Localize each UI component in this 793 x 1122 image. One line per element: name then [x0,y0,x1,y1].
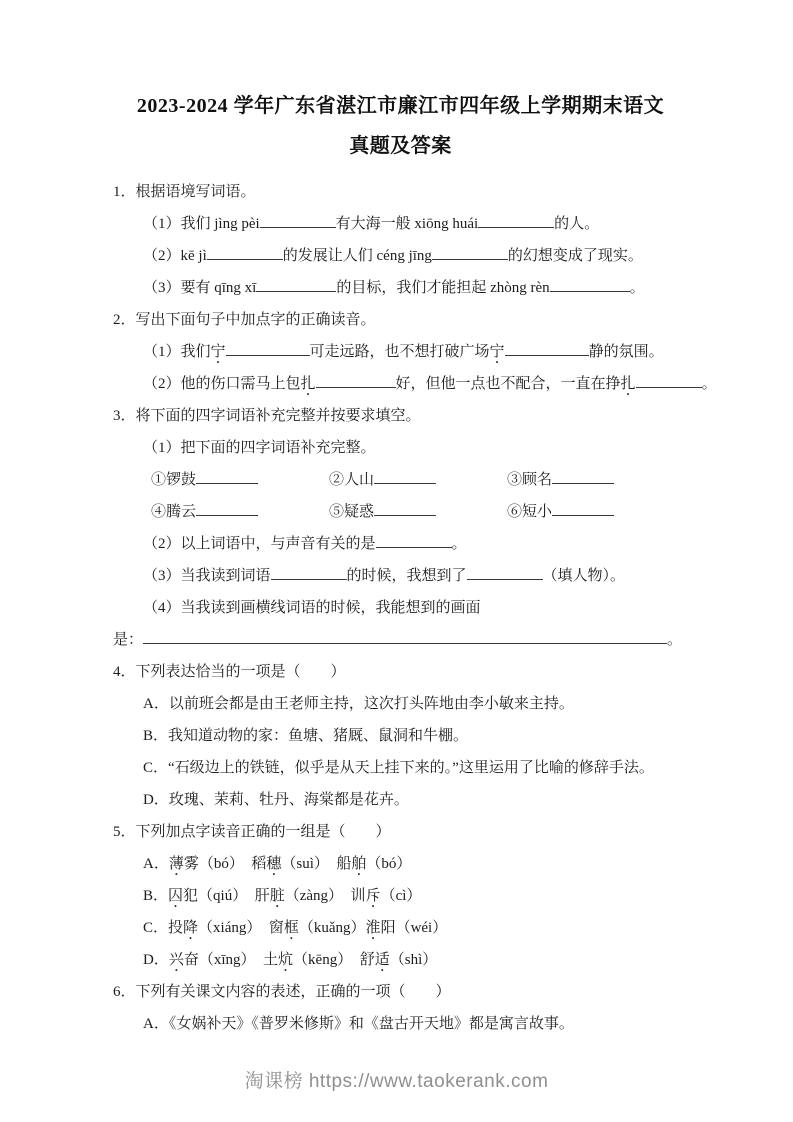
emphasis-dotted-char: 降 [183,920,199,936]
text-segment: D． [143,952,169,968]
blank-underline [143,629,667,644]
blank-underline [196,501,258,516]
emphasis-dotted-char: 扎 [620,376,636,392]
blank-underline [376,533,452,548]
document-line [113,1008,688,1040]
blank-underline [260,213,336,228]
text-segment: 好，但他一点也不配合，一直在挣 [395,376,621,392]
blank-underline [550,277,630,292]
blank-underline [196,469,258,484]
blank-underline [256,277,336,292]
emphasis-dotted-char: 适 [374,952,390,968]
document-line [113,656,688,688]
text-segment: （2）kē jì [143,248,207,264]
word-completion-item [507,496,614,528]
text-segment: B． [143,888,169,904]
text-segment: （zàng） 训 [284,888,366,904]
document-line [113,304,688,336]
document-line [113,976,688,1008]
blank-underline [432,245,508,260]
text-segment: D．玫瑰、茉莉、牡丹、海棠都是花卉。 [143,792,409,808]
text-segment: A．以前班会都是由王老师主持，这次打头阵地由李小敏来主持。 [143,696,574,712]
text-segment: 。 [451,536,467,552]
text-segment: （3）要有 qīng xī [143,280,257,296]
document-title-line2: 真题及答案 [349,135,452,157]
document-line [113,368,717,400]
word-completion-item [507,464,614,496]
blank-underline [374,469,436,484]
emphasis-dotted-char: 兴 [168,952,184,968]
text-segment: 2．写出下面句子中加点字的正确读音。 [113,312,376,328]
word-completion-item [329,496,507,528]
document-body [113,176,717,1040]
blank-underline [226,341,310,356]
text-segment: （suì） 船 [281,856,352,872]
text-segment: A． [143,856,169,872]
text-segment: ⑥短小 [507,504,553,520]
blank-underline [374,501,436,516]
document-line [113,592,688,624]
text-segment: C．“石级边上的铁链，似乎是从天上挂下来的。”这里运用了比喻的修辞手法。 [143,760,654,776]
document-line [113,880,688,912]
word-completion-row [113,464,688,496]
text-segment: （kēng） 舒 [293,952,375,968]
word-completion-item [329,464,507,496]
blank-underline [207,245,283,260]
blank-underline [552,501,614,516]
text-segment: 5．下列加点字读音正确的一组是（ ） [113,824,391,840]
text-segment: 6．下列有关课文内容的表述，正确的一项（ ） [113,984,451,1000]
emphasis-dotted-char: 斥 [365,888,381,904]
emphasis-dotted-char: 穗 [266,856,282,872]
text-segment: （kuǎng） [298,920,366,936]
text-segment: 的时候，我想到了 [346,568,467,584]
text-segment: （xiáng） 窗 [198,920,284,936]
document-line [113,240,688,272]
text-segment: （填人物）。 [542,568,626,584]
text-segment: ②人山 [329,472,375,488]
document-line [113,208,688,240]
text-segment: 犯（qiú） 肝 [183,888,270,904]
text-segment: 可走远路，也不想打破广场 [309,344,490,360]
text-segment: 阳（wéi） [380,920,448,936]
text-segment: （4）当我读到画横线词语的时候，我能想到的画面 [143,600,481,616]
watermark-footer: 淘课榜 https://www.taokerank.com [244,1071,549,1092]
emphasis-dotted-char: 炕 [278,952,294,968]
word-completion-row [113,496,688,528]
document-line [113,688,688,720]
word-completion-item [151,464,329,496]
text-segment: 1．根据语境写词语。 [113,184,256,200]
document-line [113,560,688,592]
text-segment: （1）我们 jìng pèi [143,216,260,232]
document-line [113,816,688,848]
text-segment: 的目标，我们才能担起 zhòng rèn [336,280,550,296]
word-completion-item [151,496,329,528]
text-segment: （1）我们 [143,344,211,360]
text-segment: 有大海一般 xiōng huái [335,216,479,232]
blank-underline [271,565,347,580]
text-segment: A．《女娲补天》《普罗米修斯》和《盘古开天地》都是寓言故事。 [143,1016,574,1032]
text-segment: 4．下列表达恰当的一项是（ ） [113,664,346,680]
document-line [113,944,688,976]
emphasis-dotted-char: 脏 [269,888,285,904]
document-content [113,86,717,1040]
text-segment: （shì） [389,952,438,968]
document-line [113,720,688,752]
blank-underline [636,373,702,388]
emphasis-dotted-char: 框 [283,920,299,936]
blank-underline [316,373,396,388]
blank-underline [505,341,589,356]
blank-underline [478,213,554,228]
text-segment: 雾（bó） 稻 [183,856,267,872]
text-segment: 是： [113,632,144,648]
text-segment: ⑤疑惑 [329,504,375,520]
document-line [113,432,688,464]
document-line [113,272,688,304]
text-segment: （bó） [366,856,412,872]
emphasis-dotted-char: 扎 [300,376,316,392]
text-segment: 。 [629,280,645,296]
text-segment: 的人。 [554,216,600,232]
emphasis-dotted-char: 薄 [168,856,184,872]
document-line [113,912,688,944]
document-line [113,528,688,560]
text-segment: 的幻想变成了现实。 [507,248,643,264]
text-segment: （2）以上词语中，与声音有关的是 [143,536,376,552]
document-line [113,400,688,432]
text-segment: 静的氛围。 [588,344,664,360]
text-segment: 。 [667,632,683,648]
document-title-line1: 2023-2024 学年广东省湛江市廉江市四年级上学期期末语文 [136,95,665,117]
emphasis-dotted-char: 宁 [489,344,505,360]
document-line [113,752,688,784]
emphasis-dotted-char: 舶 [351,856,367,872]
document-line [113,848,688,880]
text-segment: ①锣鼓 [151,472,197,488]
text-segment: 3．将下面的四字词语补充完整并按要求填空。 [113,408,421,424]
text-segment: 的发展让人们 céng jīng [282,248,432,264]
text-segment: C．投 [143,920,184,936]
text-segment: ④腾云 [151,504,197,520]
text-segment: 奋（xīng） 土 [183,952,279,968]
document-line [113,176,688,208]
document-line [113,336,688,368]
text-segment: 。 [701,376,717,392]
emphasis-dotted-char: 宁 [210,344,226,360]
document-line [113,784,688,816]
text-segment: ③顾名 [507,472,553,488]
text-segment: （cì） [380,888,422,904]
emphasis-dotted-char: 淮 [365,920,381,936]
blank-underline [467,565,543,580]
text-segment: （3）当我读到词语 [143,568,271,584]
document-line [113,624,688,656]
blank-underline [552,469,614,484]
text-segment: B．我知道动物的家：鱼塘、猪厩、鼠洞和牛棚。 [143,728,469,744]
text-segment: （2）他的伤口需马上包 [143,376,301,392]
text-segment: （1）把下面的四字词语补充完整。 [143,440,376,456]
emphasis-dotted-char: 囚 [168,888,184,904]
